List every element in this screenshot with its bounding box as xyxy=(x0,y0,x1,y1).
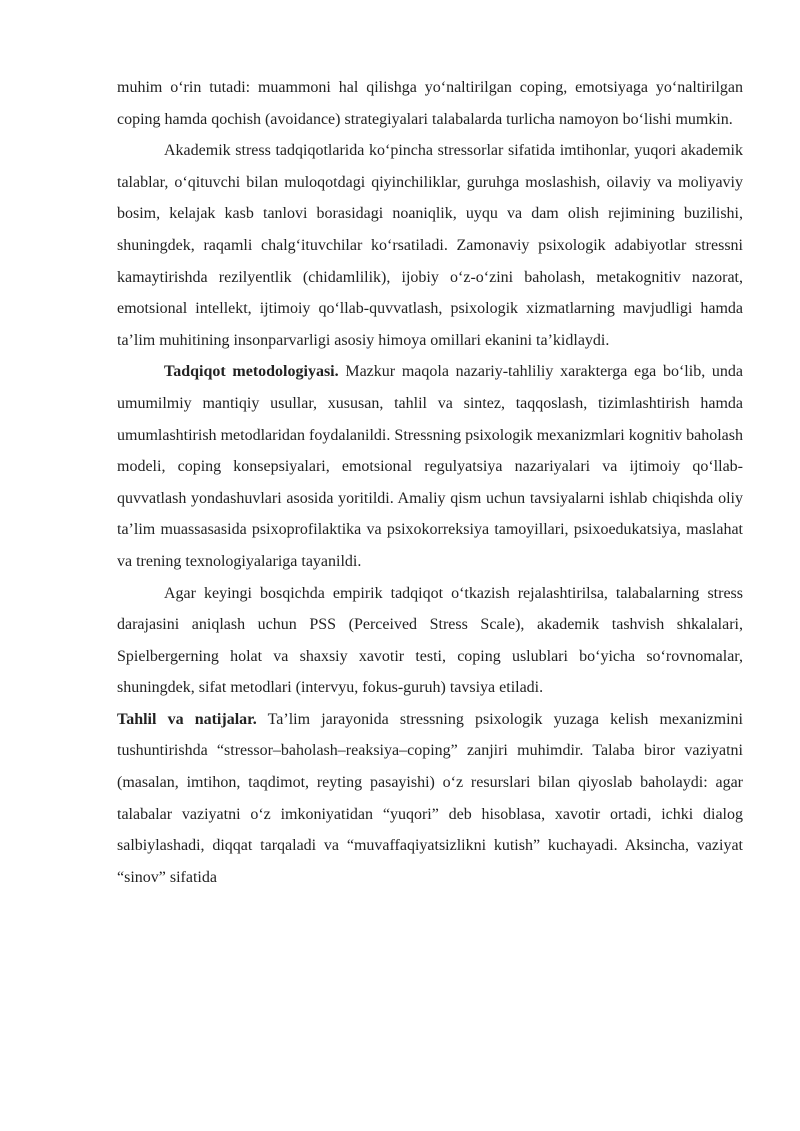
paragraph-text: muhim o‘rin tutadi: muammoni hal qilishga yo‘naltirilgan coping, emotsiyaga yo‘naltirilgan coping hamda qochish (avoidance) strategiyalari talabalarda turlicha namoyon bo‘lishi mumkin. xyxy=(117,79,743,128)
paragraph-continuation xyxy=(117,72,743,135)
paragraph-results xyxy=(117,704,743,894)
section-heading-methodology: Tadqiqot metodologiyasi. xyxy=(164,363,339,381)
paragraph-academic-stress xyxy=(117,135,743,356)
paragraph-text: Akademik stress tadqiqotlarida ko‘pincha stressorlar sifatida imtihonlar, yuqori akademik talablar, o‘qituvchi bilan muloqotdagi qiyinchiliklar, guruhga moslashish, oilaviy va moliyaviy bosim, kelajak kasb tanlovi borasidagi noaniqlik, uyqu va dam olish rejimining buzilishi, shuningdek, raqamli chalg‘ituvchilar ko‘rsatiladi. Zamonaviy psixologik adabiyotlar stressni kamaytirishda rezilyentlik (chidamlilik), ijobiy o‘z-o‘zini baholash, metakognitiv nazorat, emotsional intellekt, ijtimoiy qo‘llab-quvvatlash, psixologik xizmatlarning mavjudligi hamda ta’lim muhitining insonparvarligi asosiy himoya omillari ekanini ta’kidlaydi. xyxy=(117,142,743,349)
paragraph-text: Ta’lim jarayonida stressning psixologik yuzaga kelish mexanizmini tushuntirishda “stressor–baholash–reaksiya–coping” zanjiri muhimdir. Talaba biror vaziyatni (masalan, imtihon, taqdimot, reyting pasayishi) o‘z resurslari bilan qiyoslab baholaydi: agar talabalar vaziyatni o‘z imkoniyatidan “yuqori” deb hisoblasa, xavotir ortadi, ichki dialog salbiylashadi, diqqat tarqaladi va “muvaffaqiyatsizlikni kutish” kuchayadi. Aksincha, vaziyat “sinov” sifatida xyxy=(117,710,744,886)
paragraph-text: Mazkur maqola nazariy-tahliliy xarakterga ega bo‘lib, unda umumilmiy mantiqiy usullar, xususan, tahlil va sintez, taqqoslash, tizimlashtirish hamda umumlashtirish metodlaridan foydalanildi. Stressning psixologik mexanizmlari kognitiv baholash modeli, coping konsepsiyalari, emotsional regulyatsiya nazariyalari va ijtimoiy qo‘llab-quvvatlash yondashuvlari asosida yoritildi. Amaliy qism uchun tavsiyalarni ishlab chiqishda oliy ta’lim muassasasida psixoprofilaktika va psixokorreksiya tamoyillari, psixoedukatsiya, maslahat va trening texnologiyalariga tayanildi. xyxy=(117,363,744,570)
document-page xyxy=(117,72,743,893)
paragraph-text: Agar keyingi bosqichda empirik tadqiqot o‘tkazish rejalashtirilsa, talabalarning stress darajasini aniqlash uchun PSS (Perceived Stress Scale), akademik tashvish shkalalari, Spielbergerning holat va shaxsiy xavotir testi, coping uslublari bo‘yicha so‘rovnomalar, shuningdek, sifat metodlari (intervyu, fokus-guruh) tavsiya etiladi. xyxy=(117,584,743,697)
paragraph-methodology xyxy=(117,356,743,577)
section-heading-results: Tahlil va natijalar. xyxy=(117,710,257,728)
paragraph-empirical xyxy=(117,578,743,704)
